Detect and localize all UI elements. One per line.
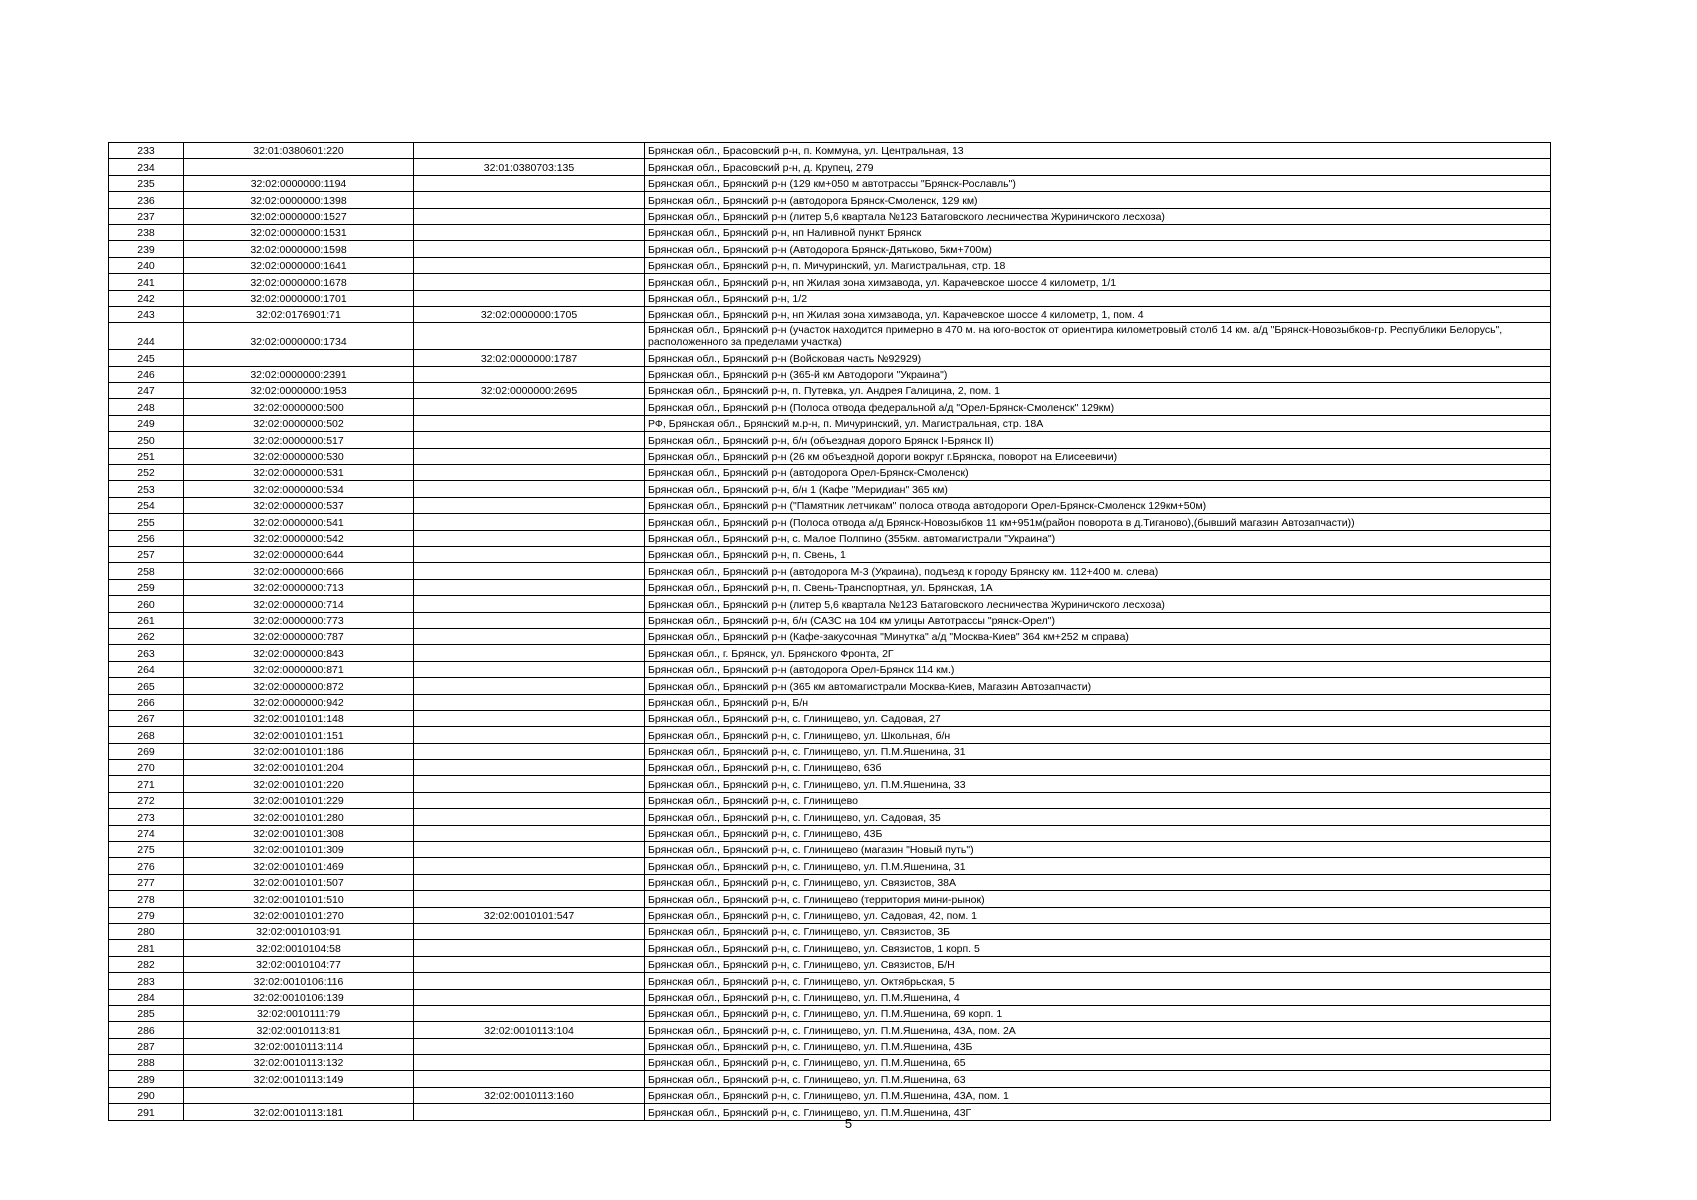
cadastral-number-cell: 32:02:0010101:469 [184,858,414,874]
table-row [109,563,1551,579]
address-cell: Брянская обл., Брянский р-н, п. Мичуринский, ул. Магистральная, стр. 18 [645,257,1551,273]
table-row [109,175,1551,191]
table-row [109,306,1551,322]
address-cell: Брянская обл., Брянский р-н (автодорога Орел-Брянск 114 км.) [645,661,1551,677]
linked-cadastral-number-cell [414,874,645,890]
cadastral-number-cell: 32:02:0000000:500 [184,399,414,415]
table-row [109,645,1551,661]
address-cell: Брянская обл., Брянский р-н (129 км+050 м автотрассы "Брянск-Рославль") [645,175,1551,191]
row-number-cell: 259 [109,579,184,595]
address-cell: Брянская обл., Брянский р-н ("Памятник летчикам" полоса отвода автодороги Орел-Брянск-Смоленск 129км+50м) [645,497,1551,513]
cadastral-number-cell: 32:02:0010103:91 [184,923,414,939]
linked-cadastral-number-cell [414,481,645,497]
address-cell: Брянская обл., Брянский р-н, с. Глинищево, ул. П.М.Яшенина, 43Б [645,1038,1551,1054]
linked-cadastral-number-cell [414,727,645,743]
table-row [109,973,1551,989]
table-row [109,874,1551,890]
table-row [109,612,1551,628]
address-cell: Брянская обл., Брянский р-н (365-й км Автодороги "Украина") [645,366,1551,382]
address-cell: Брянская обл., Брянский р-н (Полоса отвода федеральной а/д "Орел-Брянск-Смоленск" 129км) [645,399,1551,415]
table-row [109,792,1551,808]
linked-cadastral-number-cell [414,694,645,710]
address-cell: Брянская обл., Брянский р-н (автодорога Брянск-Смоленск, 129 км) [645,192,1551,208]
table-row [109,825,1551,841]
address-cell: Брянская обл., Брянский р-н, нп Жилая зона химзавода, ул. Карачевское шоссе 4 километр, 1/1 [645,274,1551,290]
cadastral-number-cell: 32:02:0000000:531 [184,465,414,481]
row-number-cell: 253 [109,481,184,497]
table-row [109,208,1551,224]
linked-cadastral-number-cell [414,399,645,415]
cadastral-number-cell: 32:02:0010101:220 [184,776,414,792]
linked-cadastral-number-cell [414,678,645,694]
linked-cadastral-number-cell [414,274,645,290]
table-row [109,497,1551,513]
address-cell: Брянская обл., Брянский р-н (Автодорога Брянск-Дятьково, 5км+700м) [645,241,1551,257]
table-row [109,530,1551,546]
row-number-cell: 282 [109,956,184,972]
linked-cadastral-number-cell [414,956,645,972]
row-number-cell: 238 [109,224,184,240]
address-cell: Брянская обл., Брянский р-н, с. Глинищево, ул. П.М.Яшенина, 65 [645,1055,1551,1071]
cadastral-number-cell: 32:02:0000000:644 [184,546,414,562]
table-row [109,159,1551,175]
cadastral-number-cell: 32:02:0000000:1398 [184,192,414,208]
row-number-cell: 233 [109,143,184,159]
table-row [109,1055,1551,1071]
table-row [109,415,1551,431]
cadastral-number-cell: 32:02:0010113:149 [184,1071,414,1087]
table-row [109,1087,1551,1103]
address-cell: Брянская обл., Брянский р-н (Полоса отвода а/д Брянск-Новозыбков 11 км+951м(район поворота в д.Тиганово),(бывший магазин Автозапчасти)) [645,514,1551,530]
address-cell: Брянская обл., Брянский р-н, с. Глинищево, ул. П.М.Яшенина, 4 [645,989,1551,1005]
table-row [109,923,1551,939]
table-row [109,1005,1551,1021]
table-row [109,1022,1551,1038]
table-row [109,727,1551,743]
address-cell: Брянская обл., Брянский р-н, с. Глинищево [645,792,1551,808]
table-row [109,274,1551,290]
row-number-cell: 239 [109,241,184,257]
cadastral-number-cell: 32:02:0000000:666 [184,563,414,579]
row-number-cell: 289 [109,1071,184,1087]
address-cell: Брянская обл., Брянский р-н (литер 5,6 квартала №123 Батаговского лесничества Журиничского лесхоза) [645,596,1551,612]
cadastral-number-cell: 32:02:0000000:1734 [184,323,414,350]
linked-cadastral-number-cell [414,579,645,595]
address-cell: Брянская обл., Брянский р-н, с. Глинищево (магазин "Новый путь") [645,842,1551,858]
table-row [109,809,1551,825]
linked-cadastral-number-cell [414,760,645,776]
table-row [109,907,1551,923]
cadastral-number-cell: 32:02:0000000:871 [184,661,414,677]
linked-cadastral-number-cell [414,858,645,874]
linked-cadastral-number-cell [414,891,645,907]
linked-cadastral-number-cell: 32:02:0010101:547 [414,907,645,923]
row-number-cell: 266 [109,694,184,710]
row-number-cell: 240 [109,257,184,273]
row-number-cell: 261 [109,612,184,628]
address-cell: Брянская обл., Брянский р-н (365 км автомагистрали Москва-Киев, Магазин Автозапчасти) [645,678,1551,694]
linked-cadastral-number-cell [414,792,645,808]
linked-cadastral-number-cell [414,366,645,382]
row-number-cell: 237 [109,208,184,224]
row-number-cell: 236 [109,192,184,208]
cadastral-number-cell: 32:02:0010106:139 [184,989,414,1005]
row-number-cell: 271 [109,776,184,792]
table-row [109,1038,1551,1054]
address-cell: Брянская обл., Брянский р-н, с. Глинищево, ул. П.М.Яшенина, 33 [645,776,1551,792]
address-cell: Брянская обл., Брянский р-н, с. Глинищево, ул. П.М.Яшенина, 63 [645,1071,1551,1087]
row-number-cell: 263 [109,645,184,661]
row-number-cell: 249 [109,415,184,431]
cadastral-number-cell: 32:02:0000000:1701 [184,290,414,306]
linked-cadastral-number-cell: 32:01:0380703:135 [414,159,645,175]
address-cell: Брянская обл., Брянский р-н (литер 5,6 квартала №123 Батаговского лесничества Журиничского лесхоза) [645,208,1551,224]
cadastral-number-cell [184,1087,414,1103]
table-row [109,290,1551,306]
linked-cadastral-number-cell: 32:02:0010113:160 [414,1087,645,1103]
cadastral-number-cell: 32:02:0000000:1678 [184,274,414,290]
table-row [109,628,1551,644]
cadastral-number-cell: 32:02:0010113:132 [184,1055,414,1071]
cadastral-number-cell: 32:02:0010104:77 [184,956,414,972]
linked-cadastral-number-cell [414,661,645,677]
linked-cadastral-number-cell [414,1071,645,1087]
row-number-cell: 287 [109,1038,184,1054]
row-number-cell: 270 [109,760,184,776]
cadastral-number-cell: 32:02:0000000:1527 [184,208,414,224]
address-cell: Брянская обл., Брянский р-н, с. Глинищево, ул. Связистов, 38А [645,874,1551,890]
linked-cadastral-number-cell [414,842,645,858]
cadastral-number-cell: 32:02:0010106:116 [184,973,414,989]
table-row [109,241,1551,257]
linked-cadastral-number-cell [414,776,645,792]
cadastral-number-cell: 32:02:0000000:787 [184,628,414,644]
row-number-cell: 262 [109,628,184,644]
table-row [109,678,1551,694]
address-cell: Брянская обл., Брянский р-н, с. Глинищево, ул. П.М.Яшенина, 43Г [645,1104,1551,1120]
address-cell: Брянская обл., Брянский р-н (автодорога М-3 (Украина), подъезд к городу Брянску км. 112+400 м. слева) [645,563,1551,579]
cadastral-number-cell: 32:02:0010101:308 [184,825,414,841]
address-cell: Брянская обл., г. Брянск, ул. Брянского Фронта, 2Г [645,645,1551,661]
table-row [109,940,1551,956]
table-row [109,366,1551,382]
linked-cadastral-number-cell [414,1038,645,1054]
table-row [109,383,1551,399]
row-number-cell: 234 [109,159,184,175]
linked-cadastral-number-cell [414,989,645,1005]
address-cell: Брянская обл., Брянский р-н, с. Глинищево, ул. Садовая, 35 [645,809,1551,825]
row-number-cell: 260 [109,596,184,612]
cadastral-number-cell: 32:01:0380601:220 [184,143,414,159]
cadastral-number-cell: 32:02:0010113:81 [184,1022,414,1038]
linked-cadastral-number-cell: 32:02:0010113:104 [414,1022,645,1038]
row-number-cell: 286 [109,1022,184,1038]
linked-cadastral-number-cell [414,192,645,208]
cadastral-number-cell: 32:02:0010101:270 [184,907,414,923]
cadastral-number-cell: 32:02:0000000:537 [184,497,414,513]
address-cell: Брянская обл., Брянский р-н, с. Глинищево, ул. Октябрьская, 5 [645,973,1551,989]
row-number-cell: 290 [109,1087,184,1103]
address-cell: Брянская обл., Брянский р-н, с. Глинищево, ул. Связистов, 1 корп. 5 [645,940,1551,956]
address-cell: Брянская обл., Брянский р-н, б/н (объездная дорого Брянск I-Брянск II) [645,432,1551,448]
table-row [109,579,1551,595]
address-cell: Брянская обл., Брянский р-н (Кафе-закусочная "Минутка" а/д "Москва-Киев" 364 км+252 м справа) [645,628,1551,644]
cadastral-number-cell: 32:02:0010101:309 [184,842,414,858]
table-row [109,481,1551,497]
row-number-cell: 278 [109,891,184,907]
linked-cadastral-number-cell: 32:02:0000000:1787 [414,350,645,366]
address-cell: Брянская обл., Брянский р-н, нп Жилая зона химзавода, ул. Карачевское шоссе 4 километр, 1, пом. 4 [645,306,1551,322]
table-row [109,224,1551,240]
address-cell: РФ, Брянская обл., Брянский м.р-н, п. Мичуринский, ул. Магистральная, стр. 18А [645,415,1551,431]
linked-cadastral-number-cell [414,530,645,546]
row-number-cell: 256 [109,530,184,546]
row-number-cell: 273 [109,809,184,825]
row-number-cell: 252 [109,465,184,481]
table-row [109,514,1551,530]
row-number-cell: 285 [109,1005,184,1021]
row-number-cell: 250 [109,432,184,448]
linked-cadastral-number-cell [414,1055,645,1071]
linked-cadastral-number-cell [414,612,645,628]
row-number-cell: 245 [109,350,184,366]
address-cell: Брянская обл., Брянский р-н, п. Путевка, ул. Андрея Галицина, 2, пом. 1 [645,383,1551,399]
linked-cadastral-number-cell [414,743,645,759]
table-row [109,956,1551,972]
row-number-cell: 243 [109,306,184,322]
row-number-cell: 246 [109,366,184,382]
linked-cadastral-number-cell [414,448,645,464]
row-number-cell: 279 [109,907,184,923]
row-number-cell: 284 [109,989,184,1005]
address-cell: Брянская обл., Брянский р-н, нп Наливной пункт Брянск [645,224,1551,240]
table-row [109,842,1551,858]
address-cell: Брянская обл., Брянский р-н (26 км объездной дороги вокруг г.Брянска, поворот на Елисеевичи) [645,448,1551,464]
row-number-cell: 267 [109,710,184,726]
table-row [109,1071,1551,1087]
linked-cadastral-number-cell [414,224,645,240]
page-number: 5 [844,1116,853,1131]
cadastral-number-cell: 32:02:0000000:541 [184,514,414,530]
table-row [109,192,1551,208]
linked-cadastral-number-cell [414,645,645,661]
linked-cadastral-number-cell [414,323,645,350]
cadastral-number-cell: 32:02:0010101:229 [184,792,414,808]
cadastral-number-cell: 32:02:0000000:1531 [184,224,414,240]
table-row [109,760,1551,776]
linked-cadastral-number-cell [414,465,645,481]
cadastral-number-cell: 32:02:0000000:1194 [184,175,414,191]
table-row [109,694,1551,710]
address-cell: Брянская обл., Брянский р-н, с. Глинищево, ул. П.М.Яшенина, 31 [645,743,1551,759]
address-cell: Брянская обл., Брянский р-н, с. Глинищево, ул. Связистов, Б/Н [645,956,1551,972]
address-cell: Брянская обл., Брянский р-н, п. Свень-Транспортная, ул. Брянская, 1А [645,579,1551,595]
table-row [109,858,1551,874]
address-cell: Брянская обл., Брянский р-н, б/н 1 (Кафе "Меридиан" 365 км) [645,481,1551,497]
address-cell: Брянская обл., Брянский р-н, с. Глинищево, 63б [645,760,1551,776]
row-number-cell: 275 [109,842,184,858]
cadastral-number-cell: 32:02:0000000:1598 [184,241,414,257]
address-cell: Брянская обл., Брянский р-н, с. Глинищево, ул. П.М.Яшенина, 69 корп. 1 [645,1005,1551,1021]
linked-cadastral-number-cell [414,940,645,956]
linked-cadastral-number-cell [414,628,645,644]
cadastral-number-cell: 32:02:0000000:942 [184,694,414,710]
table-row [109,143,1551,159]
cadastral-number-cell: 32:02:0000000:843 [184,645,414,661]
address-cell: Брянская обл., Брянский р-н, с. Глинищево (территория мини-рынок) [645,891,1551,907]
address-cell: Брянская обл., Брянский р-н (участок находится примерно в 470 м. на юго-восток от ориентира километровый столб 14 км. а/д "Брянск-Новозыбков-гр. Республики Белорусь", расположенного за пределами участка) [645,323,1551,350]
cadastral-number-cell: 32:02:0176901:71 [184,306,414,322]
linked-cadastral-number-cell [414,1005,645,1021]
linked-cadastral-number-cell [414,546,645,562]
table-row [109,257,1551,273]
cadastral-number-cell: 32:02:0010113:114 [184,1038,414,1054]
linked-cadastral-number-cell [414,825,645,841]
address-cell: Брянская обл., Брянский р-н, п. Свень, 1 [645,546,1551,562]
table-row [109,465,1551,481]
table-row [109,448,1551,464]
linked-cadastral-number-cell [414,143,645,159]
row-number-cell: 268 [109,727,184,743]
table-row [109,891,1551,907]
cadastral-number-cell: 32:02:0000000:713 [184,579,414,595]
address-cell: Брянская обл., Брянский р-н, с. Глинищево, ул. П.М.Яшенина, 31 [645,858,1551,874]
address-cell: Брянская обл., Брасовский р-н, д. Крупец, 279 [645,159,1551,175]
address-cell: Брянская обл., Брянский р-н, с. Глинищево, ул. Садовая, 27 [645,710,1551,726]
cadastral-number-cell: 32:02:0000000:872 [184,678,414,694]
cadastral-number-cell: 32:02:0000000:1953 [184,383,414,399]
table-row [109,596,1551,612]
address-cell: Брянская обл., Брянский р-н, с. Глинищево, ул. Школьная, б/н [645,727,1551,743]
linked-cadastral-number-cell [414,514,645,530]
linked-cadastral-number-cell [414,973,645,989]
cadastral-number-cell: 32:02:0000000:530 [184,448,414,464]
row-number-cell: 257 [109,546,184,562]
address-cell: Брянская обл., Брянский р-н, б/н (САЗС на 104 км улицы Автотрассы "рянск-Орел") [645,612,1551,628]
cadastral-number-cell: 32:02:0000000:2391 [184,366,414,382]
table-row [109,350,1551,366]
address-cell: Брянская обл., Брянский р-н (Войсковая часть №92929) [645,350,1551,366]
linked-cadastral-number-cell: 32:02:0000000:1705 [414,306,645,322]
address-cell: Брянская обл., Брянский р-н, с. Глинищево, ул. П.М.Яшенина, 43А, пом. 2А [645,1022,1551,1038]
linked-cadastral-number-cell [414,290,645,306]
cadastral-number-cell: 32:02:0010101:510 [184,891,414,907]
cadastral-number-cell: 32:02:0010101:186 [184,743,414,759]
linked-cadastral-number-cell [414,241,645,257]
table-row [109,661,1551,677]
row-number-cell: 242 [109,290,184,306]
linked-cadastral-number-cell: 32:02:0000000:2695 [414,383,645,399]
row-number-cell: 283 [109,973,184,989]
cadastral-number-cell: 32:02:0010101:151 [184,727,414,743]
row-number-cell: 288 [109,1055,184,1071]
row-number-cell: 280 [109,923,184,939]
cadastral-number-cell: 32:02:0010101:148 [184,710,414,726]
table-row [109,710,1551,726]
address-cell: Брянская обл., Брянский р-н (автодорога Орел-Брянск-Смоленск) [645,465,1551,481]
row-number-cell: 255 [109,514,184,530]
row-number-cell: 247 [109,383,184,399]
cadastral-number-cell: 32:02:0010104:58 [184,940,414,956]
cadastral-number-cell: 32:02:0010111:79 [184,1005,414,1021]
address-cell: Брянская обл., Брасовский р-н, п. Коммуна, ул. Центральная, 13 [645,143,1551,159]
row-number-cell: 264 [109,661,184,677]
row-number-cell: 248 [109,399,184,415]
linked-cadastral-number-cell [414,432,645,448]
cadastral-table [108,142,1551,1121]
row-number-cell: 281 [109,940,184,956]
row-number-cell: 277 [109,874,184,890]
linked-cadastral-number-cell [414,596,645,612]
linked-cadastral-number-cell [414,257,645,273]
table-row [109,546,1551,562]
linked-cadastral-number-cell [414,563,645,579]
linked-cadastral-number-cell [414,923,645,939]
cadastral-number-cell: 32:02:0000000:534 [184,481,414,497]
address-cell: Брянская обл., Брянский р-н, Б/н [645,694,1551,710]
address-cell: Брянская обл., Брянский р-н, с. Глинищево, ул. Связистов, 3Б [645,923,1551,939]
cadastral-number-cell: 32:02:0010101:204 [184,760,414,776]
cadastral-number-cell: 32:02:0010101:280 [184,809,414,825]
linked-cadastral-number-cell [414,497,645,513]
row-number-cell: 272 [109,792,184,808]
address-cell: Брянская обл., Брянский р-н, с. Глинищево, ул. П.М.Яшенина, 43А, пом. 1 [645,1087,1551,1103]
table-row [109,323,1551,350]
table-body [109,143,1551,1121]
cadastral-number-cell: 32:02:0010101:507 [184,874,414,890]
cadastral-number-cell: 32:02:0010113:181 [184,1104,414,1120]
row-number-cell: 241 [109,274,184,290]
table-row [109,989,1551,1005]
row-number-cell: 265 [109,678,184,694]
cadastral-number-cell [184,350,414,366]
row-number-cell: 258 [109,563,184,579]
cadastral-number-cell [184,159,414,175]
row-number-cell: 276 [109,858,184,874]
table-row [109,776,1551,792]
linked-cadastral-number-cell [414,809,645,825]
row-number-cell: 254 [109,497,184,513]
row-number-cell: 251 [109,448,184,464]
table-row [109,743,1551,759]
cadastral-number-cell: 32:02:0000000:517 [184,432,414,448]
cadastral-number-cell: 32:02:0000000:773 [184,612,414,628]
table-row [109,432,1551,448]
cadastral-number-cell: 32:02:0000000:714 [184,596,414,612]
table-row [109,399,1551,415]
cadastral-number-cell: 32:02:0000000:1641 [184,257,414,273]
row-number-cell: 274 [109,825,184,841]
address-cell: Брянская обл., Брянский р-н, с. Глинищево, 43Б [645,825,1551,841]
row-number-cell: 244 [109,323,184,350]
row-number-cell: 235 [109,175,184,191]
linked-cadastral-number-cell [414,415,645,431]
row-number-cell: 291 [109,1104,184,1120]
address-cell: Брянская обл., Брянский р-н, с. Глинищево, ул. Садовая, 42, пом. 1 [645,907,1551,923]
row-number-cell: 269 [109,743,184,759]
address-cell: Брянская обл., Брянский р-н, с. Малое Полпино (355км. автомагистрали "Украина") [645,530,1551,546]
cadastral-number-cell: 32:02:0000000:502 [184,415,414,431]
address-cell: Брянская обл., Брянский р-н, 1/2 [645,290,1551,306]
linked-cadastral-number-cell [414,710,645,726]
linked-cadastral-number-cell [414,175,645,191]
cadastral-number-cell: 32:02:0000000:542 [184,530,414,546]
linked-cadastral-number-cell [414,208,645,224]
